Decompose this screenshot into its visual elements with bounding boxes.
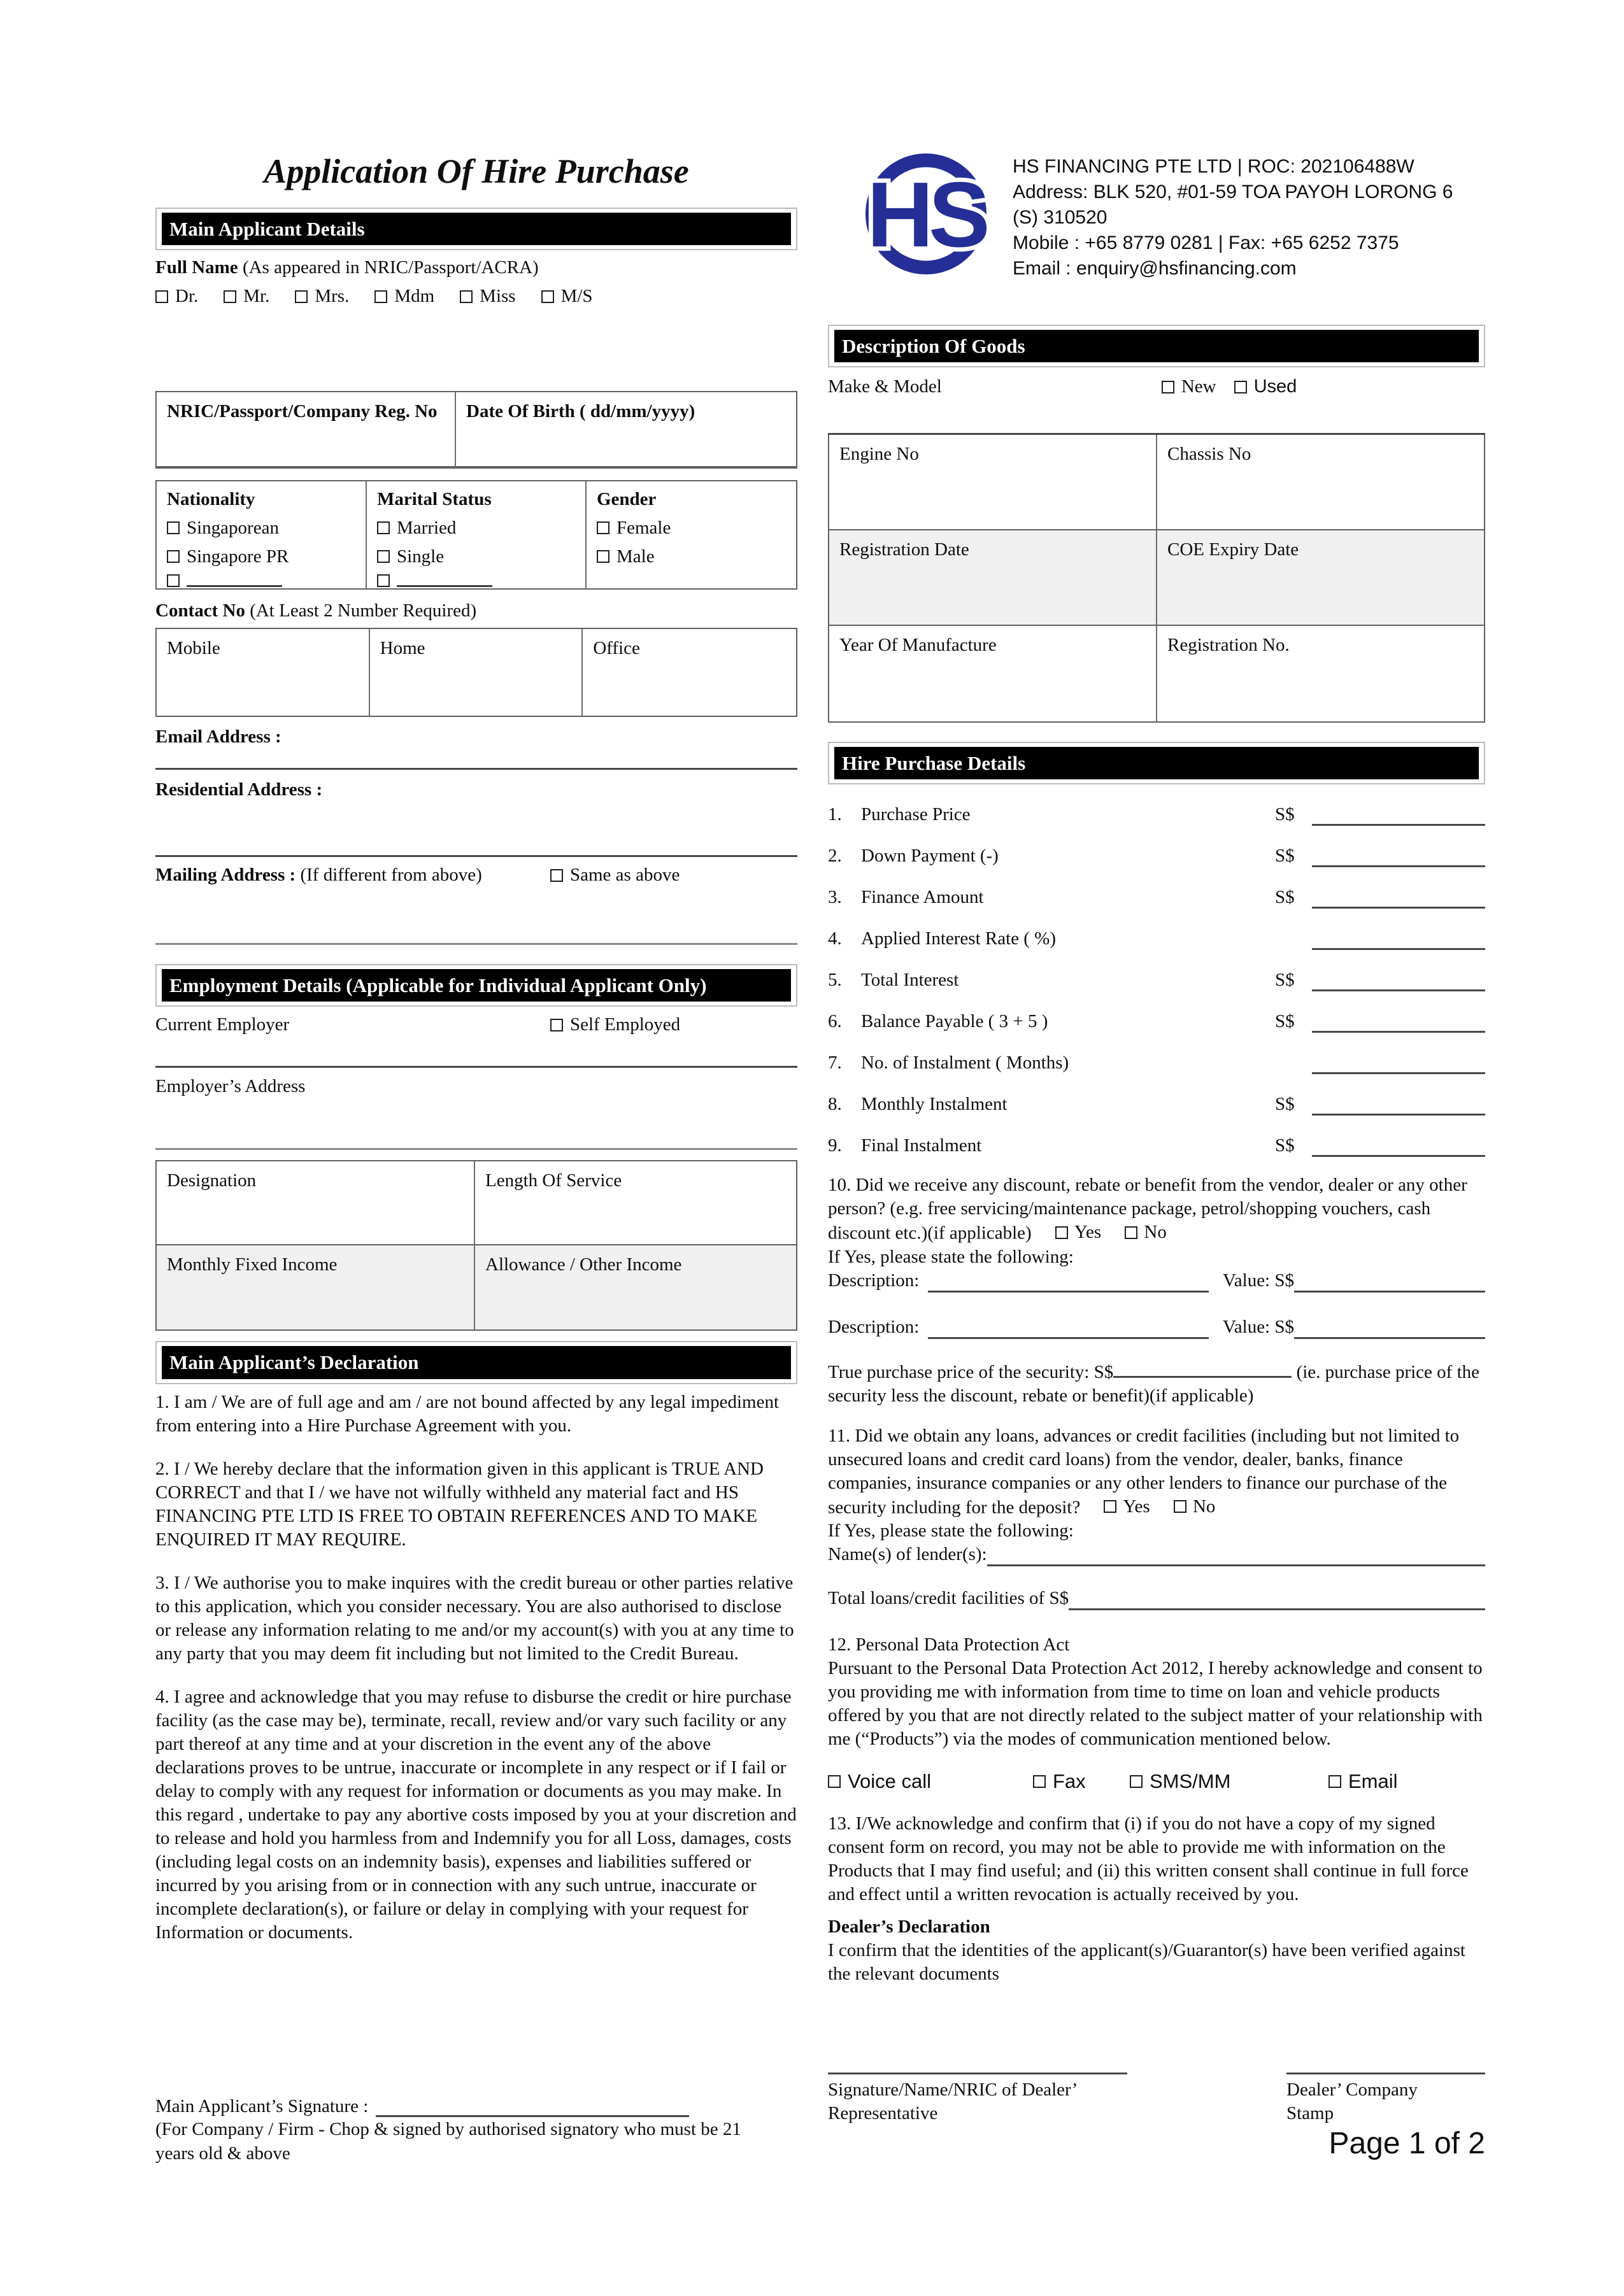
salutation-m-s-option — [541, 286, 593, 307]
hp-item-number: 2. — [828, 846, 842, 867]
hp-item-input-line[interactable] — [1312, 1109, 1485, 1116]
company-info-line: HS FINANCING PTE LTD | ROC: 202106488W — [1013, 156, 1414, 177]
section-description-of-goods — [828, 325, 1485, 367]
lenders-label: Name(s) of lender(s): — [828, 1544, 987, 1565]
hp-item-number: 9. — [828, 1135, 842, 1156]
full-name-note: (As appeared in NRIC/Passport/ACRA) — [242, 257, 539, 278]
nationality-label: Nationality — [167, 489, 255, 510]
monthly-fixed-income-label: Monthly Fixed Income — [167, 1254, 338, 1275]
hp-item-number: 6. — [828, 1011, 842, 1032]
question-10 — [828, 1173, 1485, 1245]
q10-no-checkbox[interactable] — [1125, 1226, 1137, 1239]
company-info-line: Mobile : +65 8779 0281 | Fax: +65 6252 7375 — [1013, 232, 1399, 253]
self-employed-checkbox[interactable] — [550, 1019, 563, 1031]
same-as-above-label: Same as above — [570, 865, 680, 886]
employment-income-table — [155, 1160, 797, 1331]
coe-expiry-date-label: COE Expiry Date — [1167, 539, 1299, 560]
marital-status-other-checkbox[interactable] — [377, 574, 390, 587]
q11-no-option — [1174, 1495, 1215, 1519]
value-input-line-2[interactable] — [1294, 1332, 1485, 1339]
comm-fax-option — [1033, 1770, 1130, 1793]
dealer-sig-label-line2: Representative — [828, 2103, 938, 2124]
main-applicant-signature-row — [155, 2096, 797, 2117]
hp-item-label: Total Interest — [861, 970, 959, 991]
gender-label: Gender — [597, 489, 657, 510]
hp-item-value — [1275, 886, 1485, 909]
nationality-option-singaporean — [167, 516, 355, 539]
salutation-dr-label: Dr. — [175, 286, 199, 307]
section-header-goods: Description Of Goods — [834, 330, 1479, 362]
dealer-stamp-label-line2: Stamp — [1286, 2103, 1334, 2124]
dealer-stamp-line[interactable] — [1286, 2073, 1485, 2074]
hp-item-input-line[interactable] — [1312, 819, 1485, 826]
salutation-mrs-label: Mrs. — [315, 286, 350, 307]
q11-if-yes-label: If Yes, please state the following: — [828, 1520, 1074, 1541]
hp-item-no-of-instalment-months — [828, 1051, 1485, 1074]
nationality-other-checkbox[interactable] — [167, 574, 180, 587]
true-purchase-price — [828, 1361, 1485, 1408]
make-model-label: Make & Model — [828, 376, 942, 397]
salutation-miss-label: Miss — [480, 286, 516, 307]
engine-no-label: Engine No — [839, 444, 919, 465]
total-loans-label: Total loans/credit facilities of S$ — [828, 1588, 1069, 1609]
mailing-label: Mailing Address : — [155, 865, 296, 886]
contact-office-label: Office — [593, 638, 640, 659]
declaration-clause: 3. I / We authorise you to make inquires with the credit bureau or other parties relative to this application, which you consider necessary. You are also authorised to disclose or release any information relating to me and/or my account(s) with you at any time to any party that you may deem fit including but not limited to the Credit Bureau. — [155, 1572, 794, 1664]
dob-field[interactable] — [456, 392, 796, 467]
contact-table — [155, 628, 797, 717]
section-header-hire-purchase: Hire Purchase Details — [834, 747, 1479, 779]
hp-item-label: Final Instalment — [861, 1135, 982, 1156]
dealer-representative-signature-block — [828, 2073, 1127, 2155]
q11-no-checkbox[interactable] — [1174, 1500, 1186, 1513]
hp-item-currency: S$ — [1275, 1011, 1295, 1032]
salutation-dr-checkbox[interactable] — [155, 290, 168, 303]
company-info-line: Email : enquiry@hsfinancing.com — [1013, 258, 1297, 279]
hp-item-down-payment — [828, 844, 1485, 867]
salutation-miss-checkbox[interactable] — [460, 290, 473, 303]
marital-status-option-married — [377, 516, 575, 539]
nationality-option-singapore-pr — [167, 545, 355, 568]
hp-item-currency: S$ — [1275, 804, 1295, 825]
residential-input-line[interactable] — [155, 855, 797, 857]
salutation-mdm-checkbox[interactable] — [374, 290, 387, 303]
question-11-text: 11. Did we obtain any loans, advances or credit facilities (including but not limited to unsecured loans and credit card loans) from the vendor, dealer, banks, finance companies, insurance companies or any other lenders to finance our purchase of the security including for the deposit? — [828, 1425, 1460, 1518]
section-header-declaration: Main Applicant’s Declaration — [162, 1346, 791, 1378]
hp-item-currency: S$ — [1275, 1135, 1295, 1156]
question-11 — [828, 1424, 1485, 1520]
allowance-other-income-field[interactable] — [475, 1245, 796, 1329]
svg-text:HS: HS — [867, 162, 985, 266]
condition-new-label: New — [1181, 376, 1216, 397]
year-of-manufacture-label: Year Of Manufacture — [839, 635, 997, 656]
hp-item-label: Finance Amount — [861, 887, 984, 908]
demographics-table — [155, 480, 797, 590]
mailing-note: (If different from above) — [300, 865, 482, 886]
hp-item-input-line[interactable] — [1312, 943, 1485, 950]
q11-no-label: No — [1192, 1496, 1216, 1517]
section-employment-details — [155, 964, 797, 1007]
q11-yes-label: Yes — [1123, 1496, 1150, 1517]
self-employed-option — [550, 1014, 680, 1035]
hp-item-input-line[interactable] — [1312, 860, 1485, 867]
salutation-options — [155, 286, 797, 307]
marital-status-single-checkbox[interactable] — [377, 550, 390, 563]
hp-item-label: Purchase Price — [861, 804, 971, 825]
employer-address-input-line[interactable] — [155, 1148, 797, 1150]
hp-item-total-interest — [828, 968, 1485, 991]
contact-mobile-label: Mobile — [167, 638, 220, 659]
hp-item-label: Monthly Instalment — [861, 1094, 1008, 1115]
hp-item-value — [1275, 1067, 1485, 1074]
dob-label: Date Of Birth ( dd/mm/yyyy) — [466, 401, 695, 422]
same-as-above-option — [550, 865, 680, 886]
hp-item-number: 8. — [828, 1094, 842, 1115]
self-employed-label: Self Employed — [570, 1014, 681, 1035]
total-loans-row — [828, 1587, 1485, 1610]
hp-item-input-line[interactable] — [1312, 1026, 1485, 1033]
hp-item-monthly-instalment — [828, 1093, 1485, 1116]
nric-field[interactable] — [157, 392, 456, 467]
value-input-line-1[interactable] — [1294, 1286, 1485, 1293]
make-model-row — [828, 376, 1485, 397]
hp-item-label: Balance Payable ( 3 + 5 ) — [861, 1011, 1048, 1032]
nationality-options — [167, 516, 355, 587]
gender-option-label: Female — [616, 518, 671, 539]
salutation-mr-label: Mr. — [243, 286, 270, 307]
company-info-line: Address: BLK 520, #01-59 TOA PAYOH LORONG 6 — [1013, 181, 1453, 202]
description-input-line-2[interactable] — [928, 1332, 1209, 1339]
hp-item-currency: S$ — [1275, 846, 1295, 867]
marital-status-option-label: Single — [397, 546, 445, 567]
allowance-other-income-label: Allowance / Other Income — [485, 1254, 682, 1275]
hp-item-currency: S$ — [1275, 1094, 1295, 1115]
discount-description-row-1 — [828, 1269, 1485, 1293]
question-10-text: 10. Did we receive any discount, rebate or benefit from the vendor, dealer or any other person? (e.g. free servicing/maintenance package, petrol/shopping vouchers, cash discount etc.)(if applicable) — [828, 1175, 1467, 1244]
condition-used-option — [1234, 376, 1297, 397]
hp-item-value — [1275, 1093, 1485, 1116]
chassis-no-field[interactable] — [1157, 435, 1484, 530]
hp-item-input-line[interactable] — [1312, 984, 1485, 991]
nationality-option-other — [167, 574, 355, 587]
hp-item-value — [1275, 1134, 1485, 1157]
section-header-main-applicant: Main Applicant Details — [162, 213, 791, 245]
hire-purchase-items — [828, 803, 1485, 1157]
marital-status-option-other — [377, 574, 575, 587]
true-price-label: True purchase price of the security: S$ — [828, 1361, 1114, 1382]
full-name-label: Full Name — [155, 257, 238, 278]
current-employer-label: Current Employer — [155, 1014, 290, 1035]
declaration-clause: 4. I agree and acknowledge that you may refuse to disburse the credit or hire purchase facility (as the case may be), terminate, recall, review and/or vary such facility or any part thereof at any time and at your discretion in the event any of the above declarations proves to be untrue, inaccurate or incomplete in any respect or if I fail or delay to comply with any request for information or documents as you may make. In this regard , undertake to pay any abortive costs imposed by you at your discretion and to release and hold you harmless from and Indemnify you for all Loss, damages, costs (including legal costs on an indemnity basis), expenses and liabilities suffered or incurred by you arising from or in connection with any such untrue, inaccurate or incomplete declaration(s), or failure or delay in complying with your request for Information or documents. — [155, 1686, 797, 1943]
hp-item-number: 4. — [828, 928, 842, 949]
nationality-field — [157, 481, 367, 588]
year-of-manufacture-field[interactable] — [829, 626, 1157, 721]
hp-item-input-line[interactable] — [1312, 1067, 1485, 1074]
comm-voice-call-label: Voice call — [848, 1770, 931, 1793]
registration-no-field[interactable] — [1157, 626, 1484, 721]
hp-item-number: 5. — [828, 970, 842, 991]
hp-item-applied-interest-rate — [828, 927, 1485, 950]
marital-status-label: Marital Status — [377, 489, 492, 510]
nric-label: NRIC/Passport/Company Reg. No — [167, 401, 438, 422]
employer-address-label: Employer’s Address — [155, 1076, 306, 1097]
salutation-mdm-label: Mdm — [394, 286, 435, 307]
company-info — [1013, 154, 1453, 281]
condition-used-checkbox[interactable] — [1234, 381, 1247, 393]
page-number: Page 1 of 2 — [1328, 2127, 1485, 2161]
comm-sms-mm-label: SMS/MM — [1150, 1770, 1231, 1793]
company-info-line: (S) 310520 — [1013, 207, 1108, 228]
salutation-mr-checkbox[interactable] — [224, 290, 236, 303]
declaration-clause: 2. I / We hereby declare that the information given in this applicant is TRUE AND CORRECT and that I / we have not wilfully withheld any material fact and HS FINANCING PTE LTD IS FREE TO OBTAIN REFERENCES AND TO MAKE ENQUIRED IT MAY REQUIRE. — [155, 1458, 764, 1550]
q10-no-label: No — [1144, 1222, 1167, 1243]
section-declaration — [155, 1341, 797, 1384]
q10-yes-label: Yes — [1074, 1222, 1102, 1243]
hp-item-input-line[interactable] — [1312, 902, 1485, 909]
section-main-applicant-details — [155, 208, 797, 250]
hp-item-value — [1275, 844, 1485, 867]
email-label: Email Address : — [155, 726, 281, 748]
email-input-line[interactable] — [155, 768, 797, 770]
salutation-m-s-checkbox[interactable] — [541, 290, 554, 303]
condition-used-label: Used — [1253, 376, 1297, 397]
hp-item-currency: S$ — [1275, 970, 1295, 991]
lenders-input-line[interactable] — [987, 1558, 1485, 1566]
company-logo-hs-icon — [864, 152, 988, 276]
residential-label: Residential Address : — [155, 779, 323, 800]
goods-table — [828, 435, 1485, 723]
dealer-stamp-label-line1: Dealer’ Company — [1286, 2080, 1418, 2101]
gender-female-checkbox[interactable] — [597, 521, 609, 534]
marital-status-field — [367, 481, 587, 588]
value-label: Value: S$ — [1223, 1270, 1294, 1291]
hp-item-value — [1275, 943, 1485, 950]
gender-option-female — [597, 516, 786, 539]
dealer-signature-line[interactable] — [828, 2073, 1127, 2074]
nationality-singapore-pr-checkbox[interactable] — [167, 550, 180, 563]
nationality-option-label: Singapore PR — [187, 546, 289, 567]
main-applicant-signature-line[interactable] — [376, 2109, 689, 2117]
hp-item-final-instalment — [828, 1134, 1485, 1157]
salutation-miss-option — [460, 286, 515, 307]
section-hire-purchase-details — [828, 742, 1485, 784]
comm-voice-call-checkbox[interactable] — [828, 1775, 841, 1788]
registration-date-field[interactable] — [829, 530, 1157, 626]
hp-item-value — [1275, 968, 1485, 991]
page-title: Application Of Hire Purchase — [264, 152, 689, 190]
contact-home-field[interactable] — [370, 629, 583, 716]
nric-dob-table — [155, 391, 797, 469]
coe-expiry-date-field[interactable] — [1157, 530, 1484, 626]
condition-new-checkbox[interactable] — [1162, 381, 1174, 393]
dealer-sig-label-line1: Signature/Name/NRIC of Dealer’ — [828, 2080, 1078, 2101]
dealer-declaration-title: Dealer’s Declaration — [828, 1917, 990, 1938]
nationality-other-input-line[interactable] — [187, 574, 282, 587]
declaration-clauses — [155, 1391, 797, 1945]
true-price-note: (ie. purchase price — [1296, 1361, 1432, 1382]
hp-item-number: 7. — [828, 1052, 842, 1074]
q10-yes-checkbox[interactable] — [1055, 1226, 1068, 1239]
contact-note: (At Least 2 Number Required) — [250, 600, 477, 621]
nationality-singaporean-checkbox[interactable] — [167, 521, 180, 534]
current-employer-row — [155, 1014, 797, 1035]
q10-no-option — [1125, 1221, 1166, 1244]
salutation-mrs-checkbox[interactable] — [295, 290, 308, 303]
comm-email-checkbox[interactable] — [1328, 1775, 1341, 1788]
designation-label: Designation — [167, 1170, 257, 1191]
hp-item-finance-amount — [828, 886, 1485, 909]
full-name-label-row — [155, 255, 797, 280]
marital-status-married-checkbox[interactable] — [377, 521, 390, 534]
main-applicant-signature-label: Main Applicant’s Signature : — [155, 2095, 369, 2116]
contact-office-field[interactable] — [583, 629, 796, 716]
total-loans-input-line[interactable] — [1069, 1602, 1485, 1610]
salutation-mr-option — [224, 286, 269, 307]
marital-status-other-input-line[interactable] — [397, 574, 492, 587]
comm-email-option — [1328, 1770, 1398, 1793]
right-column — [828, 152, 1485, 2161]
length-of-service-field[interactable] — [475, 1161, 796, 1245]
registration-date-label: Registration Date — [839, 539, 969, 560]
left-column — [155, 152, 797, 2165]
gender-field — [587, 481, 796, 588]
marital-status-options — [377, 516, 575, 587]
declaration-clause: 1. I am / We are of full age and am / are not bound affected by any legal impediment from entering into a Hire Purchase Agreement with you. — [155, 1391, 780, 1436]
salutation-mrs-option — [295, 286, 349, 307]
comm-fax-checkbox[interactable] — [1033, 1775, 1046, 1788]
dealer-company-stamp-block — [1286, 2073, 1485, 2161]
value-label-2: Value: S$ — [1223, 1316, 1294, 1337]
contact-label-row — [155, 599, 797, 623]
dealer-declaration-text: I confirm that the identities of the applicant(s)/Guarantor(s) have been verified against the relevant documents — [828, 1940, 1465, 1985]
condition-new-option — [1162, 376, 1216, 397]
description-label: Description: — [828, 1270, 920, 1291]
contact-home-label: Home — [380, 638, 425, 659]
salutation-mdm-option — [374, 286, 434, 307]
mailing-label-group — [155, 865, 550, 886]
description-label-2: Description: — [828, 1316, 920, 1337]
discount-description-row-2 — [828, 1315, 1485, 1339]
dealer-signature-row — [828, 2073, 1485, 2161]
description-input-line-1[interactable] — [928, 1286, 1209, 1293]
q10-yes-option — [1055, 1221, 1101, 1244]
q10-if-yes-label: If Yes, please state the following: — [828, 1246, 1074, 1267]
comm-voice-call-option — [828, 1770, 1033, 1793]
question-12-title: 12. Personal Data Protection Act — [828, 1634, 1070, 1655]
question-12-text: Pursuant to the Personal Data Protection Act 2012, I hereby acknowledge and consent to you providing me with information from time to time on loan and vehicle products offered by you that are not directly related to the subject matter of your relationship with me (“Products”) via the modes of communication mentioned below. — [828, 1658, 1483, 1750]
true-price-input-line[interactable] — [1113, 1370, 1292, 1378]
monthly-fixed-income-field[interactable] — [157, 1245, 475, 1329]
signature-note-line2: years old & above — [155, 2143, 290, 2164]
contact-label: Contact No — [155, 600, 245, 621]
engine-no-field[interactable] — [829, 435, 1157, 530]
hp-item-currency: S$ — [1275, 887, 1295, 908]
comm-sms-mm-option — [1130, 1770, 1328, 1793]
mailing-input-line[interactable] — [155, 943, 797, 945]
section-header-employment: Employment Details (Applicable for Individual Applicant Only) — [162, 969, 791, 1002]
length-of-service-label: Length Of Service — [485, 1170, 622, 1191]
hp-item-label: No. of Instalment ( Months) — [861, 1052, 1069, 1074]
hp-item-value — [1275, 803, 1485, 826]
hp-item-value — [1275, 1010, 1485, 1033]
hp-item-number: 3. — [828, 887, 842, 908]
hp-item-purchase-price — [828, 803, 1485, 826]
salutation-m-s-label: M/S — [560, 286, 593, 307]
mailing-address-row — [155, 865, 797, 886]
same-as-above-checkbox[interactable] — [550, 869, 563, 882]
hp-item-input-line[interactable] — [1312, 1150, 1485, 1157]
hp-item-label: Applied Interest Rate ( %) — [861, 928, 1057, 949]
signature-note-line1: (For Company / Firm - Chop & signed by authorised signatory who must be 21 — [155, 2118, 741, 2139]
nationality-option-label: Singaporean — [187, 518, 279, 539]
chassis-no-label: Chassis No — [1167, 444, 1251, 465]
comm-fax-label: Fax — [1053, 1770, 1086, 1793]
company-header — [828, 152, 1485, 281]
hp-item-number: 1. — [828, 804, 842, 825]
gender-option-male — [597, 545, 786, 568]
current-employer-input-line[interactable] — [155, 1066, 797, 1068]
comm-email-label: Email — [1348, 1770, 1398, 1793]
comm-sms-mm-checkbox[interactable] — [1130, 1775, 1143, 1788]
q11-yes-option — [1104, 1495, 1150, 1519]
communication-mode-options — [828, 1770, 1485, 1793]
marital-status-option-single — [377, 545, 575, 568]
designation-field[interactable] — [157, 1161, 475, 1245]
hp-item-balance-payable-3-5 — [828, 1010, 1485, 1033]
lenders-row — [828, 1543, 1485, 1566]
true-price-note-line2: of the security less the discount, rebate or benefit)(if applicable) — [828, 1361, 1480, 1406]
gender-options — [597, 516, 786, 568]
q11-yes-checkbox[interactable] — [1104, 1500, 1116, 1513]
salutation-dr-option — [155, 286, 198, 307]
question-13-text: 13. I/We acknowledge and confirm that (i) if you do not have a copy of my signed consent form on record, you may not be able to provide me with information on the Products that I may find useful; and (ii) this written consent shall continue in full force and effect until a written revocation is actually received by you. — [828, 1813, 1469, 1905]
marital-status-option-label: Married — [397, 518, 457, 539]
gender-male-checkbox[interactable] — [597, 550, 609, 563]
contact-mobile-field[interactable] — [157, 629, 370, 716]
hp-item-label: Down Payment (-) — [861, 846, 999, 867]
gender-option-label: Male — [616, 546, 655, 567]
registration-no-label: Registration No. — [1167, 635, 1290, 656]
